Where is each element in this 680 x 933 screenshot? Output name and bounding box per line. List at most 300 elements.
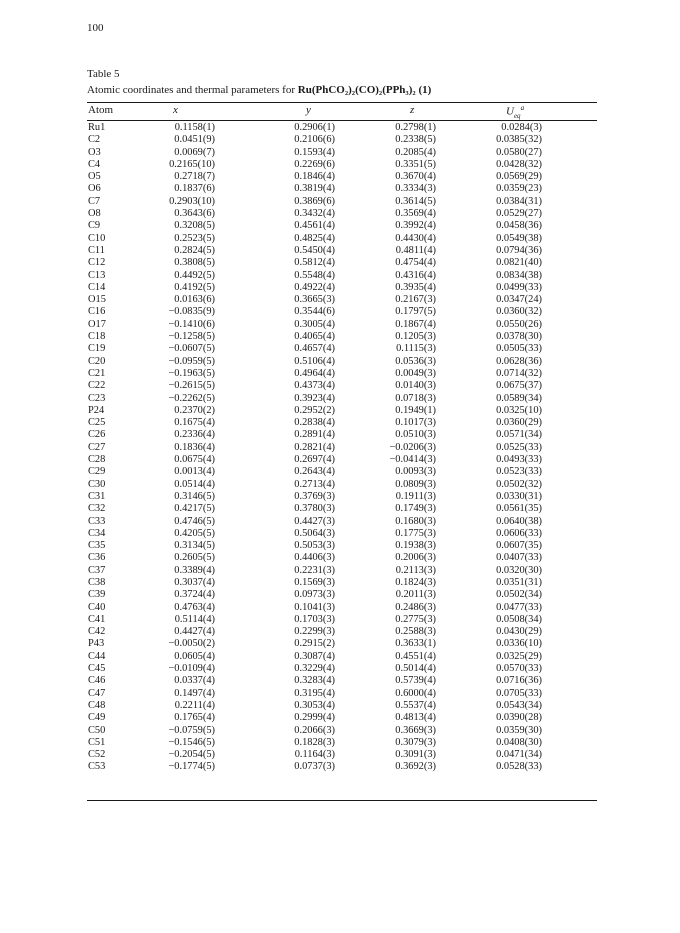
cell-x: 0.1497(4): [174, 687, 215, 699]
cell-y: 0.4922(4): [294, 281, 335, 293]
cell-ueq: 0.0716(36): [496, 675, 542, 687]
cell-z: 0.3569(4): [395, 208, 436, 220]
cell-ueq: 0.0351(31): [496, 576, 542, 588]
cell-y: 0.5812(4): [294, 257, 335, 269]
cell-x: 0.1158(1): [174, 122, 215, 133]
table-row: [87, 577, 597, 589]
cell-z: 0.3091(3): [395, 749, 436, 761]
table-row: [87, 282, 597, 294]
cell-ueq: 0.0502(34): [496, 589, 542, 601]
cell-atom: C11: [88, 244, 105, 256]
cell-y: 0.5064(3): [294, 527, 335, 539]
cell-atom: C34: [88, 527, 106, 539]
table-row: [87, 417, 597, 429]
cell-z: 0.2338(5): [395, 134, 436, 146]
cell-z: 0.3670(4): [395, 171, 436, 183]
cell-x: 0.1837(6): [174, 183, 215, 195]
cell-atom: C33: [88, 515, 106, 527]
table-row: [87, 454, 597, 466]
cell-ueq: 0.0821(40): [496, 257, 542, 269]
cell-atom: C27: [88, 441, 106, 453]
cell-ueq: 0.0606(33): [496, 527, 542, 539]
table-row: [87, 540, 597, 552]
cell-x: 0.3389(4): [174, 564, 215, 576]
table-row: [87, 429, 597, 441]
cell-x: 0.2370(2): [174, 404, 215, 416]
cell-ueq: 0.0336(10): [496, 638, 542, 650]
cell-ueq: 0.0705(33): [496, 687, 542, 699]
cell-ueq: 0.0493(33): [496, 454, 542, 466]
table-row: [87, 196, 597, 208]
cell-y: 0.4561(4): [294, 220, 335, 232]
table-row: [87, 245, 597, 257]
cell-x: 0.1836(4): [174, 441, 215, 453]
cell-z: 0.4430(4): [395, 232, 436, 244]
cell-y: 0.5548(4): [294, 269, 335, 281]
cell-x: −0.0759(5): [168, 724, 215, 736]
cell-ueq: 0.0284(3): [501, 122, 542, 133]
table-row: [87, 602, 597, 614]
cell-y: 0.3923(4): [294, 392, 335, 404]
table-body: [87, 122, 597, 774]
table-row: [87, 491, 597, 503]
cell-x: 0.0514(4): [174, 478, 215, 490]
cell-atom: O8: [88, 208, 101, 220]
cell-x: 0.4192(5): [174, 281, 215, 293]
cell-z: 0.4316(4): [395, 269, 436, 281]
table-caption: [87, 84, 431, 96]
cell-ueq: 0.0505(33): [496, 343, 542, 355]
table-row: [87, 393, 597, 405]
cell-ueq: 0.0571(34): [496, 429, 542, 441]
cell-z: 0.1911(3): [395, 490, 436, 502]
cell-x: 0.4205(5): [174, 527, 215, 539]
cell-atom: C18: [88, 331, 106, 343]
cell-x: 0.0163(6): [174, 294, 215, 306]
cell-y: 0.2066(3): [294, 724, 335, 736]
table-row: [87, 725, 597, 737]
cell-y: 0.3432(4): [294, 208, 335, 220]
table-row: [87, 356, 597, 368]
cell-y: 0.1041(3): [294, 601, 335, 613]
table-row: [87, 233, 597, 245]
cell-y: 0.3283(4): [294, 675, 335, 687]
cell-atom: C48: [88, 699, 106, 711]
cell-x: 0.2824(5): [174, 244, 215, 256]
cell-y: 0.4406(3): [294, 552, 335, 564]
cell-ueq: 0.0378(30): [496, 331, 542, 343]
cell-ueq: 0.0528(33): [496, 761, 542, 773]
cell-y: 0.2269(6): [294, 158, 335, 170]
cell-atom: C28: [88, 454, 106, 466]
table-row: [87, 614, 597, 626]
table-row: [87, 663, 597, 675]
cell-y: 0.2697(4): [294, 454, 335, 466]
table-row: [87, 688, 597, 700]
cell-y: 0.3005(4): [294, 318, 335, 330]
cell-y: 0.2999(4): [294, 712, 335, 724]
table-row: [87, 626, 597, 638]
cell-y: 0.1593(4): [294, 146, 335, 158]
cell-z: 0.5537(4): [395, 699, 436, 711]
table-top-rule: [87, 102, 597, 103]
cell-x: 0.3146(5): [174, 490, 215, 502]
cell-ueq: 0.0325(10): [496, 404, 542, 416]
cell-y: 0.5106(4): [294, 355, 335, 367]
cell-z: 0.3351(5): [395, 158, 436, 170]
cell-x: −0.0959(5): [168, 355, 215, 367]
cell-x: 0.3643(6): [174, 208, 215, 220]
header-u-sub: eq: [513, 111, 521, 120]
cell-y: 0.4964(4): [294, 367, 335, 379]
header-u-base: U: [506, 105, 514, 118]
cell-ueq: 0.0523(33): [496, 466, 542, 478]
cell-atom: P24: [88, 404, 105, 416]
cell-z: 0.1205(3): [395, 331, 436, 343]
cell-x: 0.3037(4): [174, 576, 215, 588]
cell-atom: O15: [88, 294, 106, 306]
cell-y: 0.3819(4): [294, 183, 335, 195]
cell-y: 0.2106(6): [294, 134, 335, 146]
cell-atom: C7: [88, 195, 101, 207]
cell-atom: O17: [88, 318, 106, 330]
cell-z: 0.1749(3): [395, 503, 436, 515]
table-row: [87, 171, 597, 183]
table-row: [87, 761, 597, 773]
cell-x: −0.1546(5): [168, 736, 215, 748]
cell-x: 0.0451(9): [174, 134, 215, 146]
header-atom: Atom: [88, 104, 114, 116]
cell-y: 0.0737(3): [294, 761, 335, 773]
table-row: [87, 589, 597, 601]
table-row: [87, 442, 597, 454]
cell-y: 0.3195(4): [294, 687, 335, 699]
cell-z: 0.2588(3): [395, 626, 436, 638]
cell-x: −0.1258(5): [168, 331, 215, 343]
cell-z: 0.2113(3): [395, 564, 436, 576]
cell-z: 0.0536(3): [395, 355, 436, 367]
cell-ueq: 0.0628(36): [496, 355, 542, 367]
cell-atom: C52: [88, 749, 106, 761]
cell-atom: C51: [88, 736, 106, 748]
cell-x: 0.2718(7): [174, 171, 215, 183]
cell-atom: C37: [88, 564, 106, 576]
cell-ueq: 0.0640(38): [496, 515, 542, 527]
table-row: [87, 122, 597, 134]
cell-ueq: 0.0580(27): [496, 146, 542, 158]
table-row: [87, 479, 597, 491]
cell-z: 0.0049(3): [395, 367, 436, 379]
cell-z: 0.4811(4): [395, 244, 436, 256]
cell-atom: C19: [88, 343, 106, 355]
cell-z: 0.2085(4): [395, 146, 436, 158]
cell-ueq: 0.0549(38): [496, 232, 542, 244]
cell-y: 0.4657(4): [294, 343, 335, 355]
cell-x: −0.1774(5): [168, 761, 215, 773]
cell-atom: C30: [88, 478, 106, 490]
cell-x: −0.0109(4): [168, 663, 215, 675]
cell-ueq: 0.0359(30): [496, 724, 542, 736]
table-row: [87, 503, 597, 515]
cell-atom: C44: [88, 650, 106, 662]
cell-atom: C29: [88, 466, 106, 478]
table-row: [87, 528, 597, 540]
cell-z: 0.0093(3): [395, 466, 436, 478]
cell-x: 0.4492(5): [174, 269, 215, 281]
header-y: y: [306, 104, 311, 116]
cell-y: 0.2915(2): [294, 638, 335, 650]
cell-z: 0.2011(3): [395, 589, 436, 601]
table-label: Table 5: [87, 68, 120, 80]
cell-ueq: 0.0325(29): [496, 650, 542, 662]
cell-ueq: 0.0458(36): [496, 220, 542, 232]
cell-atom: C38: [88, 576, 106, 588]
table-row: [87, 737, 597, 749]
table-row: [87, 220, 597, 232]
table-row: [87, 712, 597, 724]
cell-atom: C12: [88, 257, 106, 269]
cell-y: 0.2713(4): [294, 478, 335, 490]
cell-ueq: 0.0430(29): [496, 626, 542, 638]
cell-atom: P43: [88, 638, 105, 650]
cell-atom: C42: [88, 626, 106, 638]
cell-z: 0.2798(1): [395, 122, 436, 133]
cell-x: 0.0337(4): [174, 675, 215, 687]
cell-atom: O5: [88, 171, 101, 183]
cell-y: 0.3229(4): [294, 663, 335, 675]
cell-y: 0.4427(3): [294, 515, 335, 527]
cell-x: 0.0675(4): [174, 454, 215, 466]
cell-atom: C2: [88, 134, 101, 146]
cell-z: 0.1824(3): [395, 576, 436, 588]
cell-ueq: 0.0408(30): [496, 736, 542, 748]
cell-atom: C41: [88, 613, 106, 625]
cell-x: −0.2262(5): [168, 392, 215, 404]
cell-x: 0.2336(4): [174, 429, 215, 441]
cell-ueq: 0.0359(23): [496, 183, 542, 195]
cell-ueq: 0.0360(32): [496, 306, 542, 318]
cell-ueq: 0.0499(33): [496, 281, 542, 293]
cell-x: −0.1963(5): [168, 367, 215, 379]
cell-ueq: 0.0607(35): [496, 540, 542, 552]
table-row: [87, 331, 597, 343]
cell-atom: C36: [88, 552, 106, 564]
cell-z: 0.1797(5): [395, 306, 436, 318]
table-row: [87, 405, 597, 417]
cell-ueq: 0.0570(33): [496, 663, 542, 675]
table-row: [87, 368, 597, 380]
table-row: [87, 134, 597, 146]
cell-z: 0.3334(3): [395, 183, 436, 195]
cell-x: −0.2054(5): [168, 749, 215, 761]
cell-ueq: 0.0330(31): [496, 490, 542, 502]
cell-z: 0.4551(4): [395, 650, 436, 662]
header-x: x: [173, 104, 178, 116]
cell-ueq: 0.0589(34): [496, 392, 542, 404]
cell-z: 0.3079(3): [395, 736, 436, 748]
cell-atom: C35: [88, 540, 106, 552]
cell-atom: C16: [88, 306, 106, 318]
table-row: [87, 183, 597, 195]
cell-x: −0.1410(6): [168, 318, 215, 330]
cell-ueq: 0.0477(33): [496, 601, 542, 613]
cell-x: 0.2523(5): [174, 232, 215, 244]
cell-y: 0.0973(3): [294, 589, 335, 601]
cell-x: 0.3808(5): [174, 257, 215, 269]
cell-y: 0.2891(4): [294, 429, 335, 441]
table-row: [87, 700, 597, 712]
table-row: [87, 147, 597, 159]
table-bottom-rule: [87, 800, 597, 801]
cell-atom: C21: [88, 367, 106, 379]
cell-z: 0.1938(3): [395, 540, 436, 552]
cell-ueq: 0.0384(31): [496, 195, 542, 207]
cell-x: 0.0069(7): [174, 146, 215, 158]
cell-z: 0.2167(3): [395, 294, 436, 306]
header-ueq: [506, 104, 524, 120]
table-header: [87, 104, 597, 119]
cell-atom: C49: [88, 712, 106, 724]
cell-y: 0.1703(3): [294, 613, 335, 625]
cell-ueq: 0.0320(30): [496, 564, 542, 576]
cell-z: 0.3692(3): [395, 761, 436, 773]
cell-y: 0.3769(3): [294, 490, 335, 502]
cell-y: 0.1828(3): [294, 736, 335, 748]
cell-atom: C23: [88, 392, 106, 404]
cell-z: 0.5739(4): [395, 675, 436, 687]
table-row: [87, 466, 597, 478]
cell-ueq: 0.0360(29): [496, 417, 542, 429]
cell-z: 0.0809(3): [395, 478, 436, 490]
cell-z: 0.4754(4): [395, 257, 436, 269]
cell-x: 0.4217(5): [174, 503, 215, 515]
cell-y: 0.3665(3): [294, 294, 335, 306]
cell-y: 0.2952(2): [294, 404, 335, 416]
cell-z: 0.3669(3): [395, 724, 436, 736]
cell-atom: C31: [88, 490, 106, 502]
cell-ueq: 0.0794(36): [496, 244, 542, 256]
cell-atom: C32: [88, 503, 106, 515]
cell-ueq: 0.0675(37): [496, 380, 542, 392]
table-header-rule: [87, 120, 597, 121]
table-row: [87, 675, 597, 687]
cell-z: 0.1017(3): [395, 417, 436, 429]
table-row: [87, 343, 597, 355]
cell-atom: C26: [88, 429, 106, 441]
caption-prefix: Atomic coordinates and thermal parameters for: [87, 84, 298, 96]
table-row: [87, 380, 597, 392]
cell-z: 0.1115(3): [396, 343, 436, 355]
cell-atom: C39: [88, 589, 106, 601]
header-u-sup: a: [520, 104, 525, 112]
cell-z: −0.0414(3): [389, 454, 436, 466]
cell-x: 0.2165(10): [169, 158, 215, 170]
cell-ueq: 0.0543(34): [496, 699, 542, 711]
cell-x: 0.3724(4): [174, 589, 215, 601]
cell-ueq: 0.0525(33): [496, 441, 542, 453]
cell-atom: C13: [88, 269, 106, 281]
cell-ueq: 0.0428(32): [496, 158, 542, 170]
table-row: [87, 565, 597, 577]
cell-x: 0.0013(4): [174, 466, 215, 478]
cell-y: 0.3780(3): [294, 503, 335, 515]
table-row: [87, 552, 597, 564]
cell-x: 0.3208(5): [174, 220, 215, 232]
cell-ueq: 0.0347(24): [496, 294, 542, 306]
cell-x: 0.2605(5): [174, 552, 215, 564]
cell-ueq: 0.0407(33): [496, 552, 542, 564]
cell-atom: C45: [88, 663, 106, 675]
cell-x: 0.4746(5): [174, 515, 215, 527]
cell-atom: Ru1: [88, 122, 106, 133]
cell-atom: C9: [88, 220, 101, 232]
cell-y: 0.3869(6): [294, 195, 335, 207]
cell-z: 0.1867(4): [395, 318, 436, 330]
cell-y: 0.1164(3): [294, 749, 335, 761]
header-z: z: [410, 104, 415, 116]
table-row: [87, 638, 597, 650]
cell-atom: C46: [88, 675, 106, 687]
cell-x: 0.0605(4): [174, 650, 215, 662]
cell-ueq: 0.0834(38): [496, 269, 542, 281]
cell-y: 0.2906(1): [294, 122, 335, 133]
cell-y: 0.1569(3): [294, 576, 335, 588]
cell-atom: C20: [88, 355, 106, 367]
cell-atom: C25: [88, 417, 106, 429]
cell-x: 0.1675(4): [174, 417, 215, 429]
cell-z: −0.0206(3): [389, 441, 436, 453]
cell-z: 0.2006(3): [395, 552, 436, 564]
cell-y: 0.2231(3): [294, 564, 335, 576]
cell-x: −0.0050(2): [168, 638, 215, 650]
cell-ueq: 0.0561(35): [496, 503, 542, 515]
cell-z: 0.3633(1): [395, 638, 436, 650]
cell-z: 0.3614(5): [395, 195, 436, 207]
cell-atom: O6: [88, 183, 101, 195]
cell-atom: C47: [88, 687, 106, 699]
cell-atom: C50: [88, 724, 106, 736]
table-row: [87, 516, 597, 528]
cell-y: 0.4825(4): [294, 232, 335, 244]
cell-ueq: 0.0714(32): [496, 367, 542, 379]
cell-z: 0.1949(1): [395, 404, 436, 416]
cell-y: 0.2821(4): [294, 441, 335, 453]
cell-atom: O3: [88, 146, 101, 158]
cell-y: 0.3053(4): [294, 699, 335, 711]
cell-ueq: 0.0569(29): [496, 171, 542, 183]
cell-z: 0.2486(3): [395, 601, 436, 613]
cell-x: 0.5114(4): [174, 613, 215, 625]
cell-z: 0.4813(4): [395, 712, 436, 724]
cell-y: 0.3087(4): [294, 650, 335, 662]
cell-y: 0.2838(4): [294, 417, 335, 429]
cell-ueq: 0.0529(27): [496, 208, 542, 220]
table-row: [87, 208, 597, 220]
table-row: [87, 319, 597, 331]
cell-atom: C22: [88, 380, 106, 392]
cell-z: 0.5014(4): [395, 663, 436, 675]
cell-z: 0.1680(3): [395, 515, 436, 527]
cell-x: 0.4427(4): [174, 626, 215, 638]
cell-z: 0.0140(3): [395, 380, 436, 392]
cell-ueq: 0.0471(34): [496, 749, 542, 761]
cell-z: 0.1775(3): [395, 527, 436, 539]
cell-x: 0.1765(4): [174, 712, 215, 724]
cell-atom: C14: [88, 281, 106, 293]
table-row: [87, 306, 597, 318]
cell-y: 0.1846(4): [294, 171, 335, 183]
table-row: [87, 294, 597, 306]
